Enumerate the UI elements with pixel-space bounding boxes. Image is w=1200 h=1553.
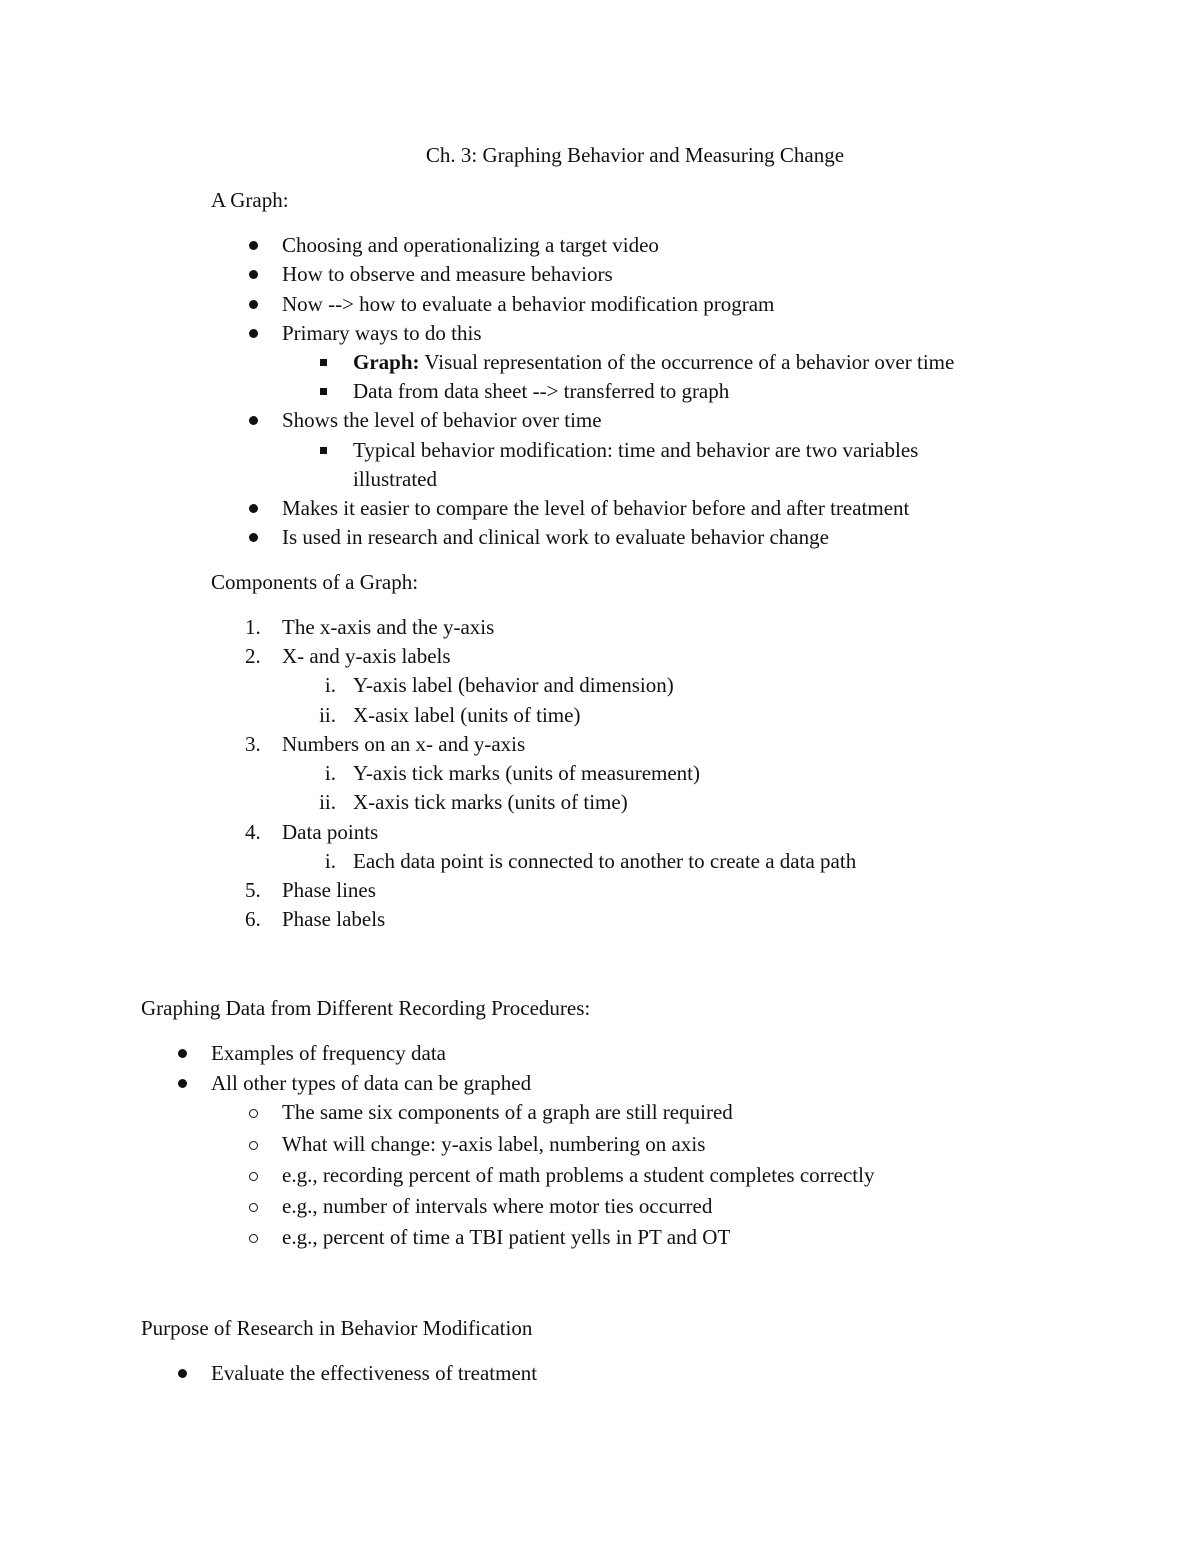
document-title: Ch. 3: Graphing Behavior and Measuring Change [425,143,845,167]
bullet-circle-icon [249,1141,258,1150]
bullet-dot-icon [178,1079,187,1088]
graph-term: Graph: [353,350,420,374]
bullet-dot-icon [178,1049,187,1058]
bullet-dot-icon [249,241,258,250]
section-heading-recording: Graphing Data from Different Recording Procedures: [141,996,591,1020]
bullet-dot-icon [249,270,258,279]
bullet-dot-icon [249,533,258,542]
graph-definition: Visual representation of the occurrence of a behavior over time [419,350,955,374]
bullet-circle-icon [249,1109,258,1118]
bullet-dot-icon [249,416,258,425]
section-heading-a-graph: A Graph: [211,188,289,212]
bullet-square-icon [320,447,327,454]
bullet-square-icon [320,388,327,395]
bullet-circle-icon [249,1203,258,1212]
bullet-circle-icon [249,1234,258,1243]
document-page: Ch. 3: Graphing Behavior and Measuring Change A Graph: Choosing and operationalizing a target video How to observe and measure behaviors Now --> how to evaluate a behavior modification program Primary ways to do this Graph: Visual representation of the occurrence of a behavior over time Data from data sheet --> transferred to graph Shows the level of behavior over time Typical behavior modification: time and behavior are two variables illustrated Makes it easier to compare the level of behavior before and after treatment Is used in research and clinical work to evaluate behavior change Components of a Graph: 1. The x-axis and the y-axis 2. X- and y-axis labels i. Y-axis label (behavior and dimension) ii. X-asix label (units of time) 3. Numbers on an x- and y-axis i. Y-axis tick marks (units of measurement) ii. X-axis tick marks (units of time) 4. Data points i. Each data point is connected to another to create a data path 5. Phase lines 6. Phase labels Graphing Data from Different Recording Procedures: Examples of frequency data All other types of data can be graphed The same six components of a graph are still required What will change: y-axis label, numbering on axis e.g., recording percent of math problems a student completes correctly e.g., number of intervals where motor ties occurred e.g., percent of time a TBI patient yells in PT and OT Purpose of Research in Behavior Modification Evaluate the effectiveness of treatment [0,0,1200,1553]
bullet-dot-icon [249,300,258,309]
section-heading-purpose: Purpose of Research in Behavior Modification [141,1316,533,1340]
bullet-dot-icon [249,329,258,338]
bullet-dot-icon [249,504,258,513]
section-heading-components: Components of a Graph: [211,570,419,594]
bullet-square-icon [320,359,327,366]
bullet-dot-icon [178,1369,187,1378]
bullet-circle-icon [249,1172,258,1181]
